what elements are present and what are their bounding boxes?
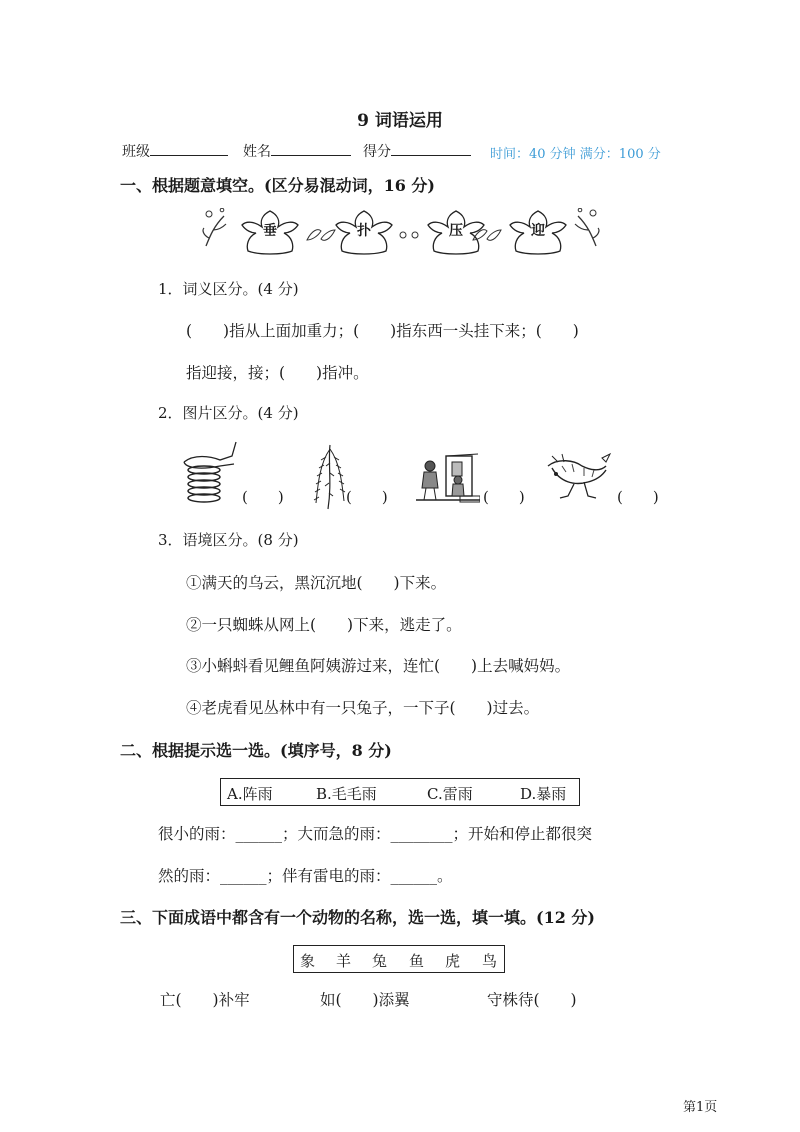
rain-options-box — [220, 778, 580, 806]
lotus-word-4: 迎 — [531, 223, 545, 239]
page-title: 9 词语运用 — [357, 111, 443, 131]
q3-item-1: ①满天的乌云，黑沉沉地( )下来。 — [186, 574, 447, 592]
section3-heading: 三、下面成语中都含有一个动物的名称，选一选，填一填。(12 分) — [120, 908, 595, 927]
q2-blank-4[interactable]: ( ) — [617, 488, 659, 506]
q2-blank-1[interactable]: ( ) — [242, 488, 284, 506]
reed-left-icon — [200, 208, 230, 248]
q3-item-2: ②一只蜘蛛从网上( )下来，逃走了。 — [186, 616, 462, 634]
option-a: A.阵雨 — [227, 785, 273, 803]
name-blank[interactable] — [271, 141, 351, 156]
willow-picture — [310, 443, 350, 513]
bubbles-icon — [398, 228, 422, 242]
q3-item-3: ③小蝌蚪看见鲤鱼阿姨游过来，连忙( )上去喊妈妈。 — [186, 657, 571, 675]
lotus-word-1: 垂 — [263, 223, 277, 239]
q2-blank-3[interactable]: ( ) — [483, 488, 525, 506]
idiom-2: 如( )添翼 — [320, 991, 410, 1009]
q2-blank-2[interactable]: ( ) — [346, 488, 388, 506]
lotus-card-2 — [332, 207, 396, 259]
animal-option-1: 象 — [300, 952, 316, 970]
lotus-word-3: 压 — [449, 223, 463, 239]
q3-item-4: ④老虎看见丛林中有一只兔子，一下子( )过去。 — [186, 699, 540, 717]
name-label: 姓名 — [243, 144, 271, 160]
score-field — [363, 141, 471, 161]
page-number: 第1页 — [683, 1100, 718, 1115]
class-field — [122, 141, 228, 161]
spring-press-picture — [180, 440, 238, 506]
lotus-word-2: 扑 — [357, 223, 371, 239]
animal-option-6: 鸟 — [482, 952, 498, 970]
lotus-card-1 — [238, 207, 302, 259]
animal-option-2: 羊 — [336, 952, 352, 970]
q1-title: 1．词义区分。(4 分) — [158, 280, 299, 298]
s2-line2: 然的雨：______；伴有雷电的雨：______。 — [158, 867, 453, 885]
reed-right-icon — [568, 208, 602, 248]
score-label: 得分 — [363, 144, 391, 160]
q1-line2: 指迎接，接；( )指冲。 — [186, 364, 369, 382]
section1-heading: 一、根据题意填空。(区分易混动词，16 分) — [120, 176, 435, 195]
q2-title: 2．图片区分。(4 分) — [158, 404, 299, 422]
animal-option-4: 鱼 — [409, 952, 425, 970]
option-b: B.毛毛雨 — [316, 785, 377, 803]
class-label: 班级 — [122, 144, 150, 160]
q3-title: 3．语境区分。(8 分) — [158, 531, 299, 549]
idiom-3: 守株待( ) — [487, 991, 577, 1009]
animal-option-5: 虎 — [445, 952, 461, 970]
score-blank[interactable] — [391, 141, 471, 156]
animal-option-3: 兔 — [372, 952, 388, 970]
idiom-1: 亡( )补牢 — [160, 991, 250, 1009]
animal-options-box — [293, 945, 505, 973]
option-d: D.暴雨 — [520, 785, 567, 803]
greeting-door-picture — [416, 452, 480, 504]
s2-line1: 很小的雨：______；大而急的雨：________；开始和停止都很突 — [158, 825, 593, 843]
q1-line1: ( )指从上面加重力；( )指东西一头挂下来；( ) — [186, 322, 579, 340]
name-field — [243, 141, 351, 161]
lotus-card-4 — [506, 207, 570, 259]
option-c: C.雷雨 — [427, 785, 473, 803]
time-info: 时间：40 分钟 满分：100 分 — [490, 147, 661, 162]
leaf-icon — [470, 226, 504, 244]
class-blank[interactable] — [150, 141, 228, 156]
tiger-pounce-picture — [544, 452, 614, 502]
section2-heading: 二、根据提示选一选。(填序号，8 分) — [120, 741, 392, 760]
